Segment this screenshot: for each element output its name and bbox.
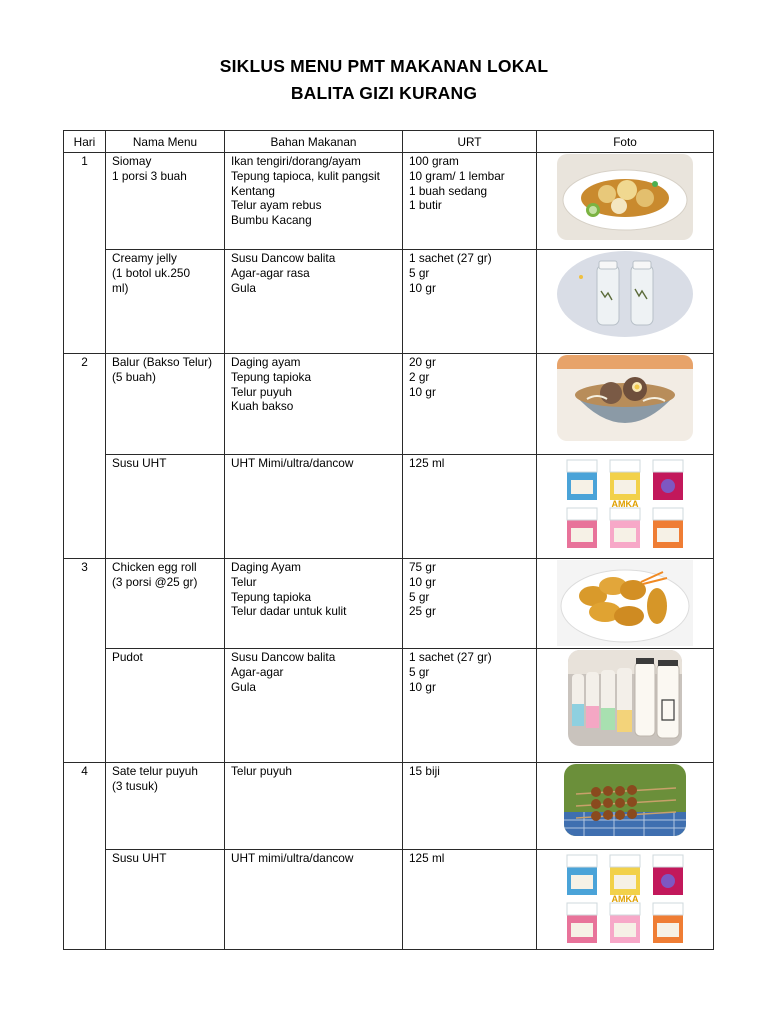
ingredient: UHT Mimi/ultra/dancow [231, 456, 354, 470]
menu-name-cell [106, 455, 225, 559]
menu-portion: (3 tusuk) [112, 778, 158, 793]
photo-cell [537, 354, 714, 455]
urt-value: 1 sachet (27 gr) [409, 650, 492, 664]
urt-value: 10 gram/ 1 lembar [409, 168, 505, 183]
urt-cell [403, 559, 537, 649]
menu-name: Sate telur puyuh [112, 764, 198, 778]
menu-cycle-table [63, 130, 714, 950]
urt-cell [403, 455, 537, 559]
ingredient: UHT mimi/ultra/dancow [231, 851, 354, 865]
ingredient: Gula [231, 280, 256, 295]
photo-cell [537, 763, 714, 850]
ingredient: Kentang [231, 183, 275, 198]
ingredient: Tepung tapioca, kulit pangsit [231, 168, 380, 183]
urt-value: 2 gr [409, 369, 430, 384]
urt-value: 25 gr [409, 604, 436, 619]
menu-portion: (3 porsi @25 gr) [112, 574, 198, 589]
ingredient: Gula [231, 679, 256, 694]
ingredient: Susu Dancow balita [231, 251, 336, 265]
ingredient: Ikan tengiri/dorang/ayam [231, 154, 361, 168]
susu-uht-photo [557, 851, 693, 947]
menu-name: Creamy jelly [112, 251, 177, 265]
ingredient: Daging ayam [231, 355, 301, 369]
day-number: 4 [64, 763, 106, 950]
photo-cell [537, 559, 714, 649]
ingredient: Tepung tapioka [231, 589, 312, 604]
table-row [64, 559, 714, 649]
menu-portion: (5 buah) [112, 369, 156, 384]
photo-cell [537, 153, 714, 250]
urt-value: 75 gr [409, 560, 436, 574]
menu-name: Siomay [112, 154, 152, 168]
photo-cell [537, 649, 714, 763]
table-row [64, 649, 714, 763]
urt-value: 5 gr [409, 265, 430, 280]
column-header-nama-menu: Nama Menu [106, 131, 225, 153]
urt-value: 10 gr [409, 574, 436, 589]
urt-value: 5 gr [409, 589, 430, 604]
menu-name-cell [106, 250, 225, 354]
urt-value: 125 ml [409, 456, 445, 470]
urt-value: 20 gr [409, 355, 436, 369]
day-number: 1 [64, 153, 106, 354]
table-row [64, 250, 714, 354]
urt-cell [403, 354, 537, 455]
document-title-line1: SIKLUS MENU PMT MAKANAN LOKAL [219, 56, 549, 76]
urt-cell [403, 850, 537, 950]
ingredient: Telur [231, 574, 257, 589]
susu-uht-photo [557, 456, 693, 552]
ingredients-cell [225, 850, 403, 950]
menu-name: Susu UHT [112, 851, 167, 865]
urt-value: 1 butir [409, 198, 442, 213]
sate-telur-puyuh-photo [564, 764, 686, 836]
table-row [64, 153, 714, 250]
ingredient: Daging Ayam [231, 560, 301, 574]
day-number: 3 [64, 559, 106, 763]
photo-cell [537, 850, 714, 950]
table-row [64, 763, 714, 850]
creamy-jelly-photo [557, 251, 693, 337]
ingredient: Telur puyuh [231, 764, 292, 778]
column-header-foto: Foto [537, 131, 714, 153]
urt-value: 10 gr [409, 384, 436, 399]
svg-text:AMKA: AMKA [611, 499, 639, 509]
menu-name: Susu UHT [112, 456, 167, 470]
column-header-hari: Hari [64, 131, 106, 153]
ingredient: Kuah bakso [231, 399, 294, 414]
siomay-photo [557, 154, 693, 240]
ingredient: Bumbu Kacang [231, 213, 312, 228]
table-row [64, 850, 714, 950]
menu-name-cell [106, 354, 225, 455]
urt-cell [403, 763, 537, 850]
menu-name-cell [106, 850, 225, 950]
urt-value: 10 gr [409, 679, 436, 694]
ingredients-cell [225, 250, 403, 354]
menu-name: Balur (Bakso Telur) [112, 355, 213, 369]
menu-portion: (1 botol uk.250 [112, 265, 191, 280]
ingredients-cell [225, 559, 403, 649]
urt-value: 100 gram [409, 154, 459, 168]
ingredient: Agar-agar rasa [231, 265, 310, 280]
menu-name-cell [106, 559, 225, 649]
ingredients-cell [225, 354, 403, 455]
ingredients-cell [225, 763, 403, 850]
ingredient: Agar-agar [231, 664, 284, 679]
ingredient: Susu Dancow balita [231, 650, 336, 664]
urt-value: 1 sachet (27 gr) [409, 251, 492, 265]
urt-cell [403, 153, 537, 250]
ingredient: Telur dadar untuk kulit [231, 604, 347, 619]
menu-portion: ml) [112, 280, 129, 295]
photo-cell [537, 455, 714, 559]
urt-value: 125 ml [409, 851, 445, 865]
pudot-photo [568, 650, 682, 746]
document-title-line2: BALITA GIZI KURANG [290, 83, 478, 103]
bakso-telur-photo [557, 355, 693, 441]
urt-cell [403, 250, 537, 354]
photo-cell [537, 250, 714, 354]
ingredients-cell [225, 455, 403, 559]
table-row [64, 455, 714, 559]
menu-name-cell [106, 649, 225, 763]
day-number: 2 [64, 354, 106, 559]
urt-value: 15 biji [409, 764, 440, 778]
ingredient: Tepung tapioka [231, 369, 312, 384]
urt-cell [403, 649, 537, 763]
table-header-row [64, 131, 714, 153]
urt-value: 1 buah sedang [409, 183, 488, 198]
table-row [64, 354, 714, 455]
column-header-urt: URT [403, 131, 537, 153]
menu-name-cell [106, 763, 225, 850]
urt-value: 5 gr [409, 664, 430, 679]
menu-name: Pudot [112, 650, 143, 664]
menu-name-cell [106, 153, 225, 250]
svg-text:AMKA: AMKA [611, 894, 639, 904]
urt-value: 10 gr [409, 280, 436, 295]
chicken-egg-roll-photo [557, 560, 693, 646]
column-header-bahan-makanan: Bahan Makanan [225, 131, 403, 153]
menu-portion: 1 porsi 3 buah [112, 168, 187, 183]
ingredients-cell [225, 153, 403, 250]
ingredient: Telur ayam rebus [231, 198, 322, 213]
ingredient: Telur puyuh [231, 384, 292, 399]
ingredients-cell [225, 649, 403, 763]
menu-name: Chicken egg roll [112, 560, 197, 574]
